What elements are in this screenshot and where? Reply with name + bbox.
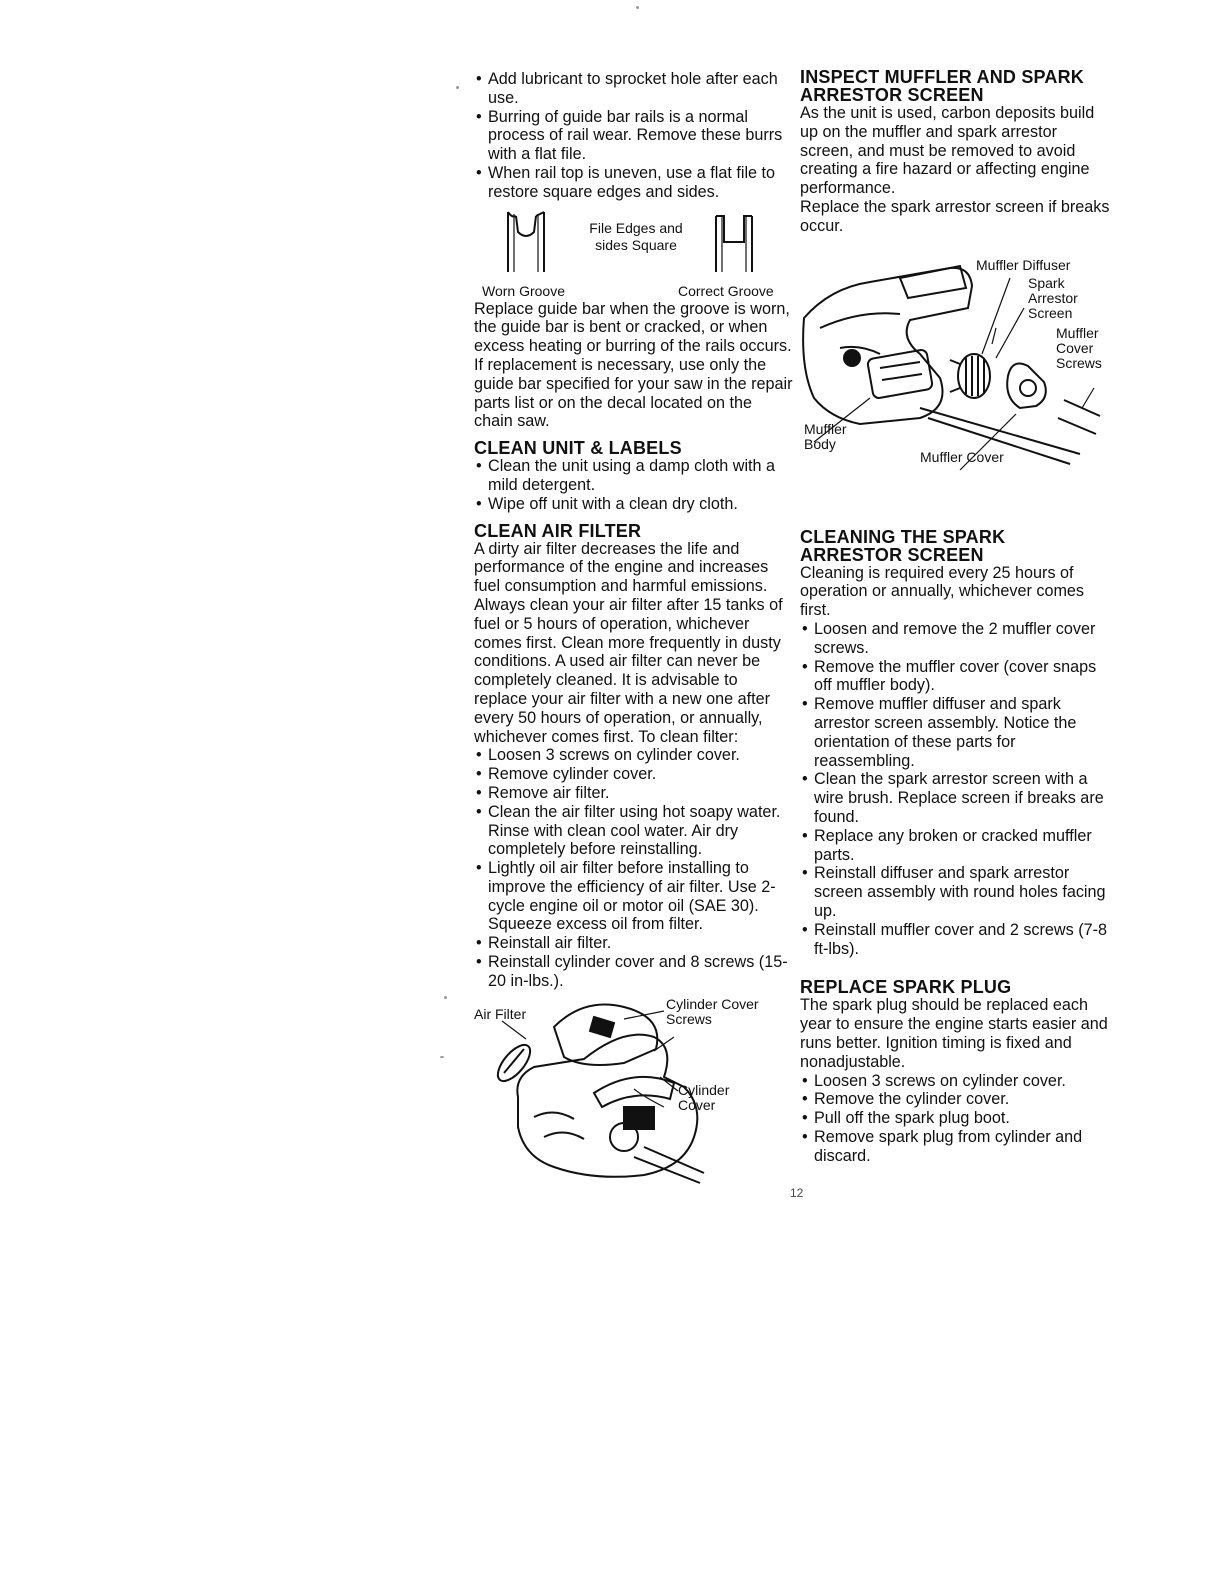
cleaning-spark-paragraph: Cleaning is required every 25 hours of operation or annually, whichever comes first. (800, 563, 1085, 620)
list-item: • Reinstall muffler cover and 2 screws (7-8 ft-lbs). (800, 921, 1112, 959)
list-item: • Remove muffler diffuser and spark arrestor screen assembly. Notice the orientation of these parts for reassembling. (800, 695, 1112, 770)
muffler-replace-paragraph: Replace the spark arrestor screen if breaks occur. (800, 197, 1110, 235)
air-filter-callout: Air Filter (474, 1005, 527, 1022)
muffler-diffuser-callout: Muffler Diffuser (976, 256, 1071, 273)
groove-labels (474, 282, 794, 300)
list-item: • Loosen and remove the 2 muffler cover screws. (800, 620, 1112, 658)
right-column (800, 68, 1112, 1165)
muffler-paragraph: As the unit is used, carbon deposits build up on the muffler and spark arrestor screen, and must be removed to avoid creating a fire hazard or affecting engine performance. (800, 104, 1095, 198)
worn-groove-illustration (504, 210, 548, 274)
list-item: • Clean the spark arrestor screen with a wire brush. Replace screen if breaks are found. (800, 770, 1112, 826)
muffler-body-callout: Muffler Body (804, 420, 847, 452)
air-filter-illustration (474, 997, 794, 1187)
correct-groove-label: Correct Groove (678, 282, 774, 299)
list-item: • Add lubricant to sprocket hole after each use. (474, 70, 794, 108)
air-filter-list (474, 746, 794, 990)
cylinder-cover-screws-callout: Cylinder Cover Screws (666, 995, 759, 1027)
list-item: • Remove air filter. (474, 784, 794, 803)
spark-plug-paragraph: The spark plug should be replaced each year to ensure the engine starts easier and runs better. Ignition timing is fixed and nonadjustable. (800, 996, 1108, 1071)
muffler-cover-screws-callout: Muffler Cover Screws (1056, 324, 1102, 371)
cylinder-cover-callout: Cylinder Cover (678, 1081, 730, 1113)
muffler-heading: INSPECT MUFFLER AND SPARK ARRESTOR SCREEN (800, 67, 1084, 105)
muffler-cover-callout: Muffler Cover (920, 448, 1004, 465)
list-item: • Reinstall diffuser and spark arrestor screen assembly with round holes facing up. (800, 864, 1112, 920)
list-item: • Reinstall air filter. (474, 934, 794, 953)
cleaning-spark-heading: CLEANING THE SPARK ARRESTOR SCREEN (800, 526, 1006, 565)
list-item: • When rail top is uneven, use a flat file to restore square edges and sides. (474, 164, 794, 202)
list-item: • Remove the cylinder cover. (800, 1090, 1112, 1109)
list-item: • Clean the unit using a damp cloth with a mild detergent. (474, 457, 794, 495)
list-item: • Clean the air filter using hot soapy water. Rinse with clean cool water. Air dry completely before reinstalling. (474, 803, 794, 859)
list-item: • Burring of guide bar rails is a normal process of rail wear. Remove these burrs with a flat file. (474, 108, 794, 164)
clean-unit-heading: CLEAN UNIT & LABELS (474, 438, 682, 459)
page-number: 12 (790, 1186, 804, 1200)
groove-figure (474, 210, 794, 282)
scan-speck (456, 86, 459, 89)
groove-figure-caption: File Edges and sides Square (589, 219, 683, 253)
cleaning-spark-list (800, 620, 1112, 958)
scan-speck (444, 996, 447, 999)
list-item: • Remove the muffler cover (cover snaps off muffler body). (800, 658, 1112, 696)
air-filter-paragraph: A dirty air filter decreases the life and performance of the engine and increases fuel consumption and harmful emissions. Always clean your air filter after 15 tanks of fuel or 5 hours of operation, whichever comes first. Clean more frequently in dusty conditions. A used air filter can never be completely cleaned. It is advisable to replace your air filter with a new one after every 50 hours of operation, or annually, whichever comes first. To clean filter: (474, 539, 783, 746)
list-item: • Wipe off unit with a clean dry cloth. (474, 495, 794, 514)
left-column (474, 70, 794, 1187)
clean-unit-list (474, 457, 794, 513)
list-item: • Pull off the spark plug boot. (800, 1109, 1112, 1128)
list-item: • Reinstall cylinder cover and 8 screws (15-20 in-lbs.). (474, 953, 794, 991)
guide-bar-list (474, 70, 794, 202)
worn-groove-label: Worn Groove (482, 282, 565, 299)
list-item: • Lightly oil air filter before installing to improve the efficiency of air filter. Use 2-cycle engine oil or motor oil (SAE 30). Squeeze excess oil from filter. (474, 859, 794, 934)
list-item: • Replace any broken or cracked muffler parts. (800, 827, 1112, 865)
muffler-illustration (800, 258, 1112, 498)
list-item: • Loosen 3 screws on cylinder cover. (474, 746, 794, 765)
spark-arrestor-screen-callout: Spark Arrestor Screen (1028, 274, 1078, 321)
scan-speck (636, 6, 639, 9)
scan-speck (440, 1056, 444, 1058)
replace-guide-bar-paragraph: Replace guide bar when the groove is worn, the guide bar is bent or cracked, or when excess heating or burring of the rails occurs. If replacement is necessary, use only the guide bar specified for your saw in the repair parts list or on the decal located on the chain saw. (474, 299, 793, 431)
air-filter-heading: CLEAN AIR FILTER (474, 520, 642, 541)
list-item: • Loosen 3 screws on cylinder cover. (800, 1072, 1112, 1091)
spark-plug-heading: REPLACE SPARK PLUG (800, 977, 1012, 998)
list-item: • Remove spark plug from cylinder and discard. (800, 1128, 1112, 1166)
spark-plug-list (800, 1072, 1112, 1166)
correct-groove-illustration (712, 210, 756, 274)
list-item: • Remove cylinder cover. (474, 765, 794, 784)
